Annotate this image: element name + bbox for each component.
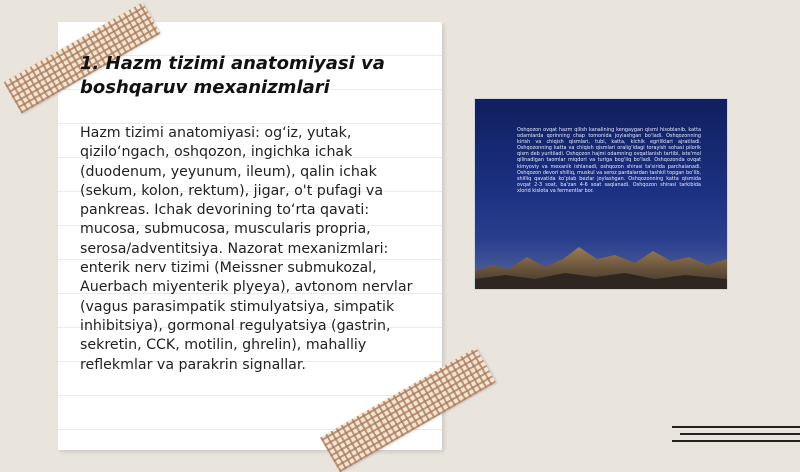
- decorative-lines: [672, 424, 800, 448]
- slide-heading: 1. Hazm tizimi anatomiyasi va boshqaruv mexanizmlari: [80, 53, 385, 98]
- image-caption-text: Oshqozon ovqat hazm qilish kanalining kengaygan qismi hisoblanib, katta odamlarda qorinning chap tomonida joylashgan bo‘ladi. Oshqozonning kirish va chiqish qismlari, tubi, katta, kichik egriliklari ajratiladi. Oshqozonning katta va chiqish qismlari oralig‘idagi torayish sohasi pilorik qism deb yuritiladi. Oshqozon hajmi odamning ovqatlanish tartibi, iste'mol qilinadigan taomlar miqdori va turiga bog‘liq bo‘ladi. Oshqozonda ovqat kimyoviy va mexanik ishlanadi, oshqozon shirasi ta'sirida parchalanadi. Oshqozon devori shilliq, muskul va seroz pardalardan tashkil topgan bo‘lib, shilliq qavatida ko‘plab bezlar joylashgan. Oshqozonning katta qismida ovqat 2-3 soat, ba'zan 4-6 soat saqlanadi. Oshqozon shirasi tarkibida xlorid kislota va fermentlar bor.: [517, 127, 701, 194]
- stomach-info-image: [474, 98, 728, 290]
- mountains-icon: [475, 229, 727, 289]
- slide-body-text: Hazm tizimi anatomiyasi: og‘iz, yutak, qizilo‘ngach, oshqozon, ingichka ichak (duodenum, yeyunum, ileum), qalin ichak (sekum, kolon, rektum), jigar, o't pufagi va pankreas. Ichak devorining to‘rta qavati: mucosa, submucosa, muscularis propria, serosa/adventitsiya. Nazorat mexanizmlari: enterik nerv tizimi (Meissner submukozal, Auerbach miyenterik plyeya), avtonom nervlar (vagus parasimpatik stimulyatsiya, simpatik inhibitsiya), gormonal regulyatsiya (gastrin, sekretin, CCK, motilin, ghrelin), mahalliy reflekmlar va parakrin signallar.: [80, 125, 413, 373]
